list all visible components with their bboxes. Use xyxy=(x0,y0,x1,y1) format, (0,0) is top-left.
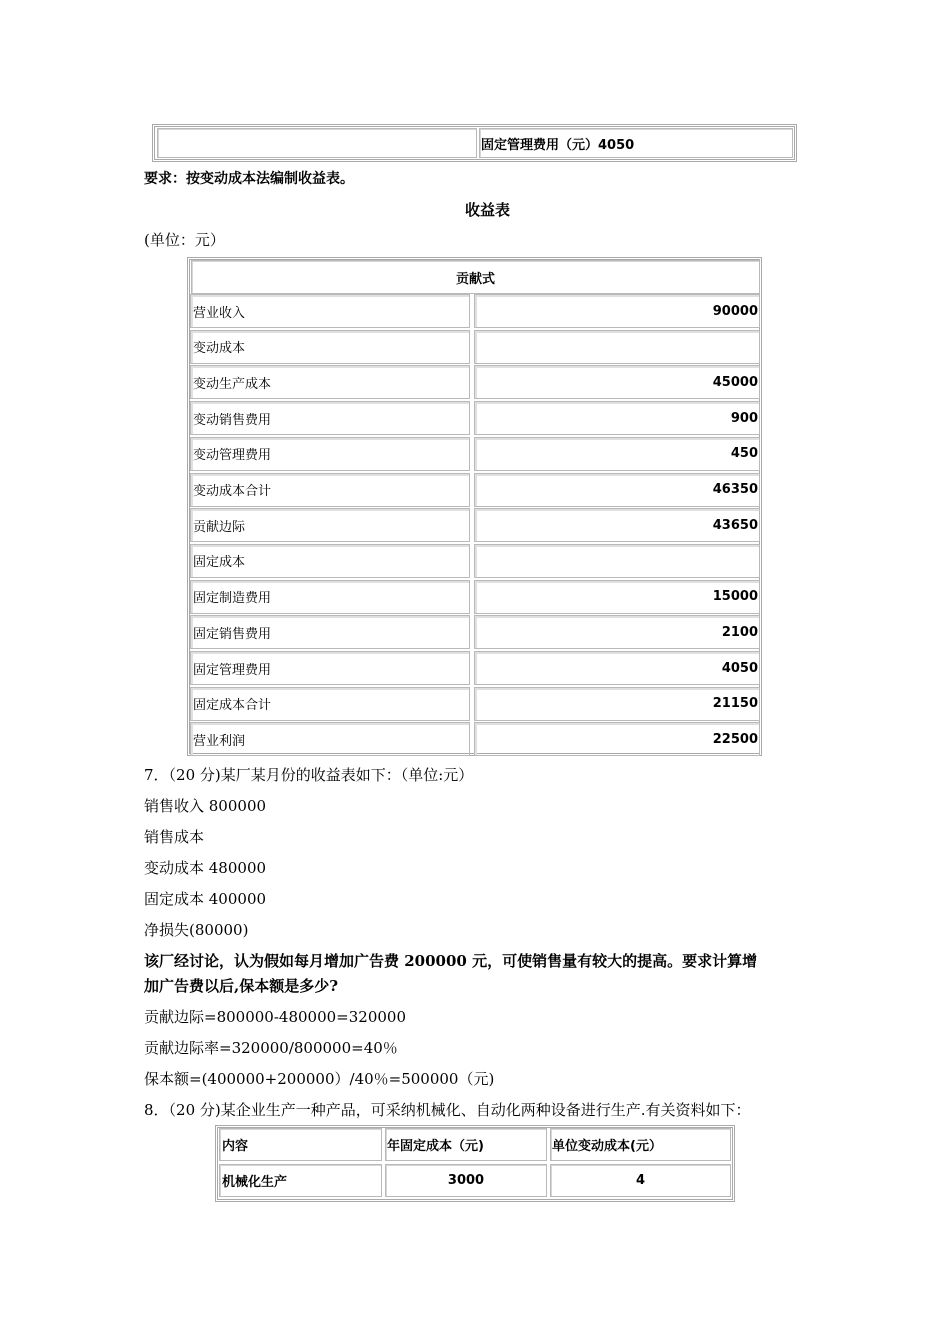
income-row-label: 变动管理费用 xyxy=(190,437,470,471)
q7-title: 7．（20 分)某厂某月份的收益表如下：（单位:元） xyxy=(144,766,474,784)
q7-question-line-2: 加广告费以后,保本额是多少? xyxy=(144,977,339,995)
income-row xyxy=(190,437,760,471)
q8-row-label xyxy=(219,1164,382,1197)
income-row-label: 营业收入 xyxy=(190,294,470,328)
income-row-label: 变动成本合计 xyxy=(190,473,470,507)
income-row-value: 900 xyxy=(474,401,760,435)
q8-row-fixed-cost-text: 3000 xyxy=(447,1173,485,1188)
income-row-value: 2100 xyxy=(474,615,760,649)
income-row xyxy=(190,544,760,578)
q7-answer-1: 贡献边际=800000-480000=320000 xyxy=(144,1008,406,1026)
income-row xyxy=(190,615,760,649)
q8-header-fixed-cost-text: 年固定成本（元) xyxy=(387,1139,484,1154)
q8-row-variable-cost-text: 4 xyxy=(635,1173,646,1188)
income-row-label: 固定管理费用 xyxy=(190,651,470,685)
income-row xyxy=(190,687,760,721)
income-row-value: 90000 xyxy=(474,294,760,328)
q7-line-3: 变动成本 480000 xyxy=(144,859,267,877)
income-row-label: 固定销售费用 xyxy=(190,615,470,649)
income-row-value: 4050 xyxy=(474,651,760,685)
income-row-value: 15000 xyxy=(474,580,760,614)
q7-question-line-1: 该厂经讨论，认为假如每月增加广告费 200000 元，可使销售量有较大的提高。要求计算增 xyxy=(144,952,758,970)
income-row-value: 450 xyxy=(474,437,760,471)
q7-line-4: 固定成本 400000 xyxy=(144,890,267,908)
top-table-left-cell xyxy=(157,128,477,158)
q7-answer-3: 保本额=(400000+200000）/40％=500000（元) xyxy=(144,1070,495,1088)
income-row-value xyxy=(474,330,760,364)
income-row xyxy=(190,580,760,614)
q7-line-2: 销售成本 xyxy=(144,828,205,846)
income-row-value: 45000 xyxy=(474,365,760,399)
income-row-value xyxy=(474,544,760,578)
q8-header-content-text: 内容 xyxy=(222,1139,249,1154)
income-row xyxy=(190,401,760,435)
income-row-value: 21150 xyxy=(474,687,760,721)
q8-header-variable-cost-text: 单位变动成本(元） xyxy=(552,1139,662,1154)
income-row xyxy=(190,473,760,507)
income-row xyxy=(190,651,760,685)
income-row-value: 22500 xyxy=(474,722,760,756)
income-statement-unit: (单位：元） xyxy=(144,231,225,249)
q8-header-content xyxy=(219,1128,382,1161)
income-row-label: 固定成本合计 xyxy=(190,687,470,721)
income-row-label: 固定成本 xyxy=(190,544,470,578)
income-row-label: 营业利润 xyxy=(190,722,470,756)
income-statement-title: 收益表 xyxy=(464,201,510,219)
income-row-label: 变动成本 xyxy=(190,330,470,364)
requirement-text: 要求：按变动成本法编制收益表。 xyxy=(144,171,354,187)
income-row xyxy=(190,508,760,542)
income-row xyxy=(190,365,760,399)
q8-row-fixed-cost xyxy=(385,1164,547,1197)
q7-line-1: 销售收入 800000 xyxy=(144,797,267,815)
q8-header-fixed-cost xyxy=(385,1128,547,1161)
top-table-right-cell xyxy=(479,128,793,158)
q8-row-label-text: 机械化生产 xyxy=(222,1175,288,1190)
income-row-value: 43650 xyxy=(474,508,760,542)
income-row xyxy=(190,722,760,756)
q7-answer-2: 贡献边际率=320000/800000=40％ xyxy=(144,1039,398,1057)
q8-header-variable-cost xyxy=(550,1128,731,1161)
top-table-right-text: 固定管理费用（元）4050 xyxy=(481,137,635,153)
income-row-value: 46350 xyxy=(474,473,760,507)
q8-title: 8．（20 分)某企业生产一种产品，可采纳机械化、自动化两种设备进行生产.有关资料如下： xyxy=(144,1101,751,1119)
income-row-label: 贡献边际 xyxy=(190,508,470,542)
income-statement-header-text: 贡献式 xyxy=(455,271,495,287)
income-row-label: 变动生产成本 xyxy=(190,365,470,399)
income-row xyxy=(190,330,760,364)
q8-row-variable-cost xyxy=(550,1164,731,1197)
income-statement-header xyxy=(191,260,760,294)
q7-line-5: 净损失(80000) xyxy=(144,921,249,939)
income-row-label: 固定制造费用 xyxy=(190,580,470,614)
income-row-label: 变动销售费用 xyxy=(190,401,470,435)
income-row xyxy=(190,294,760,328)
